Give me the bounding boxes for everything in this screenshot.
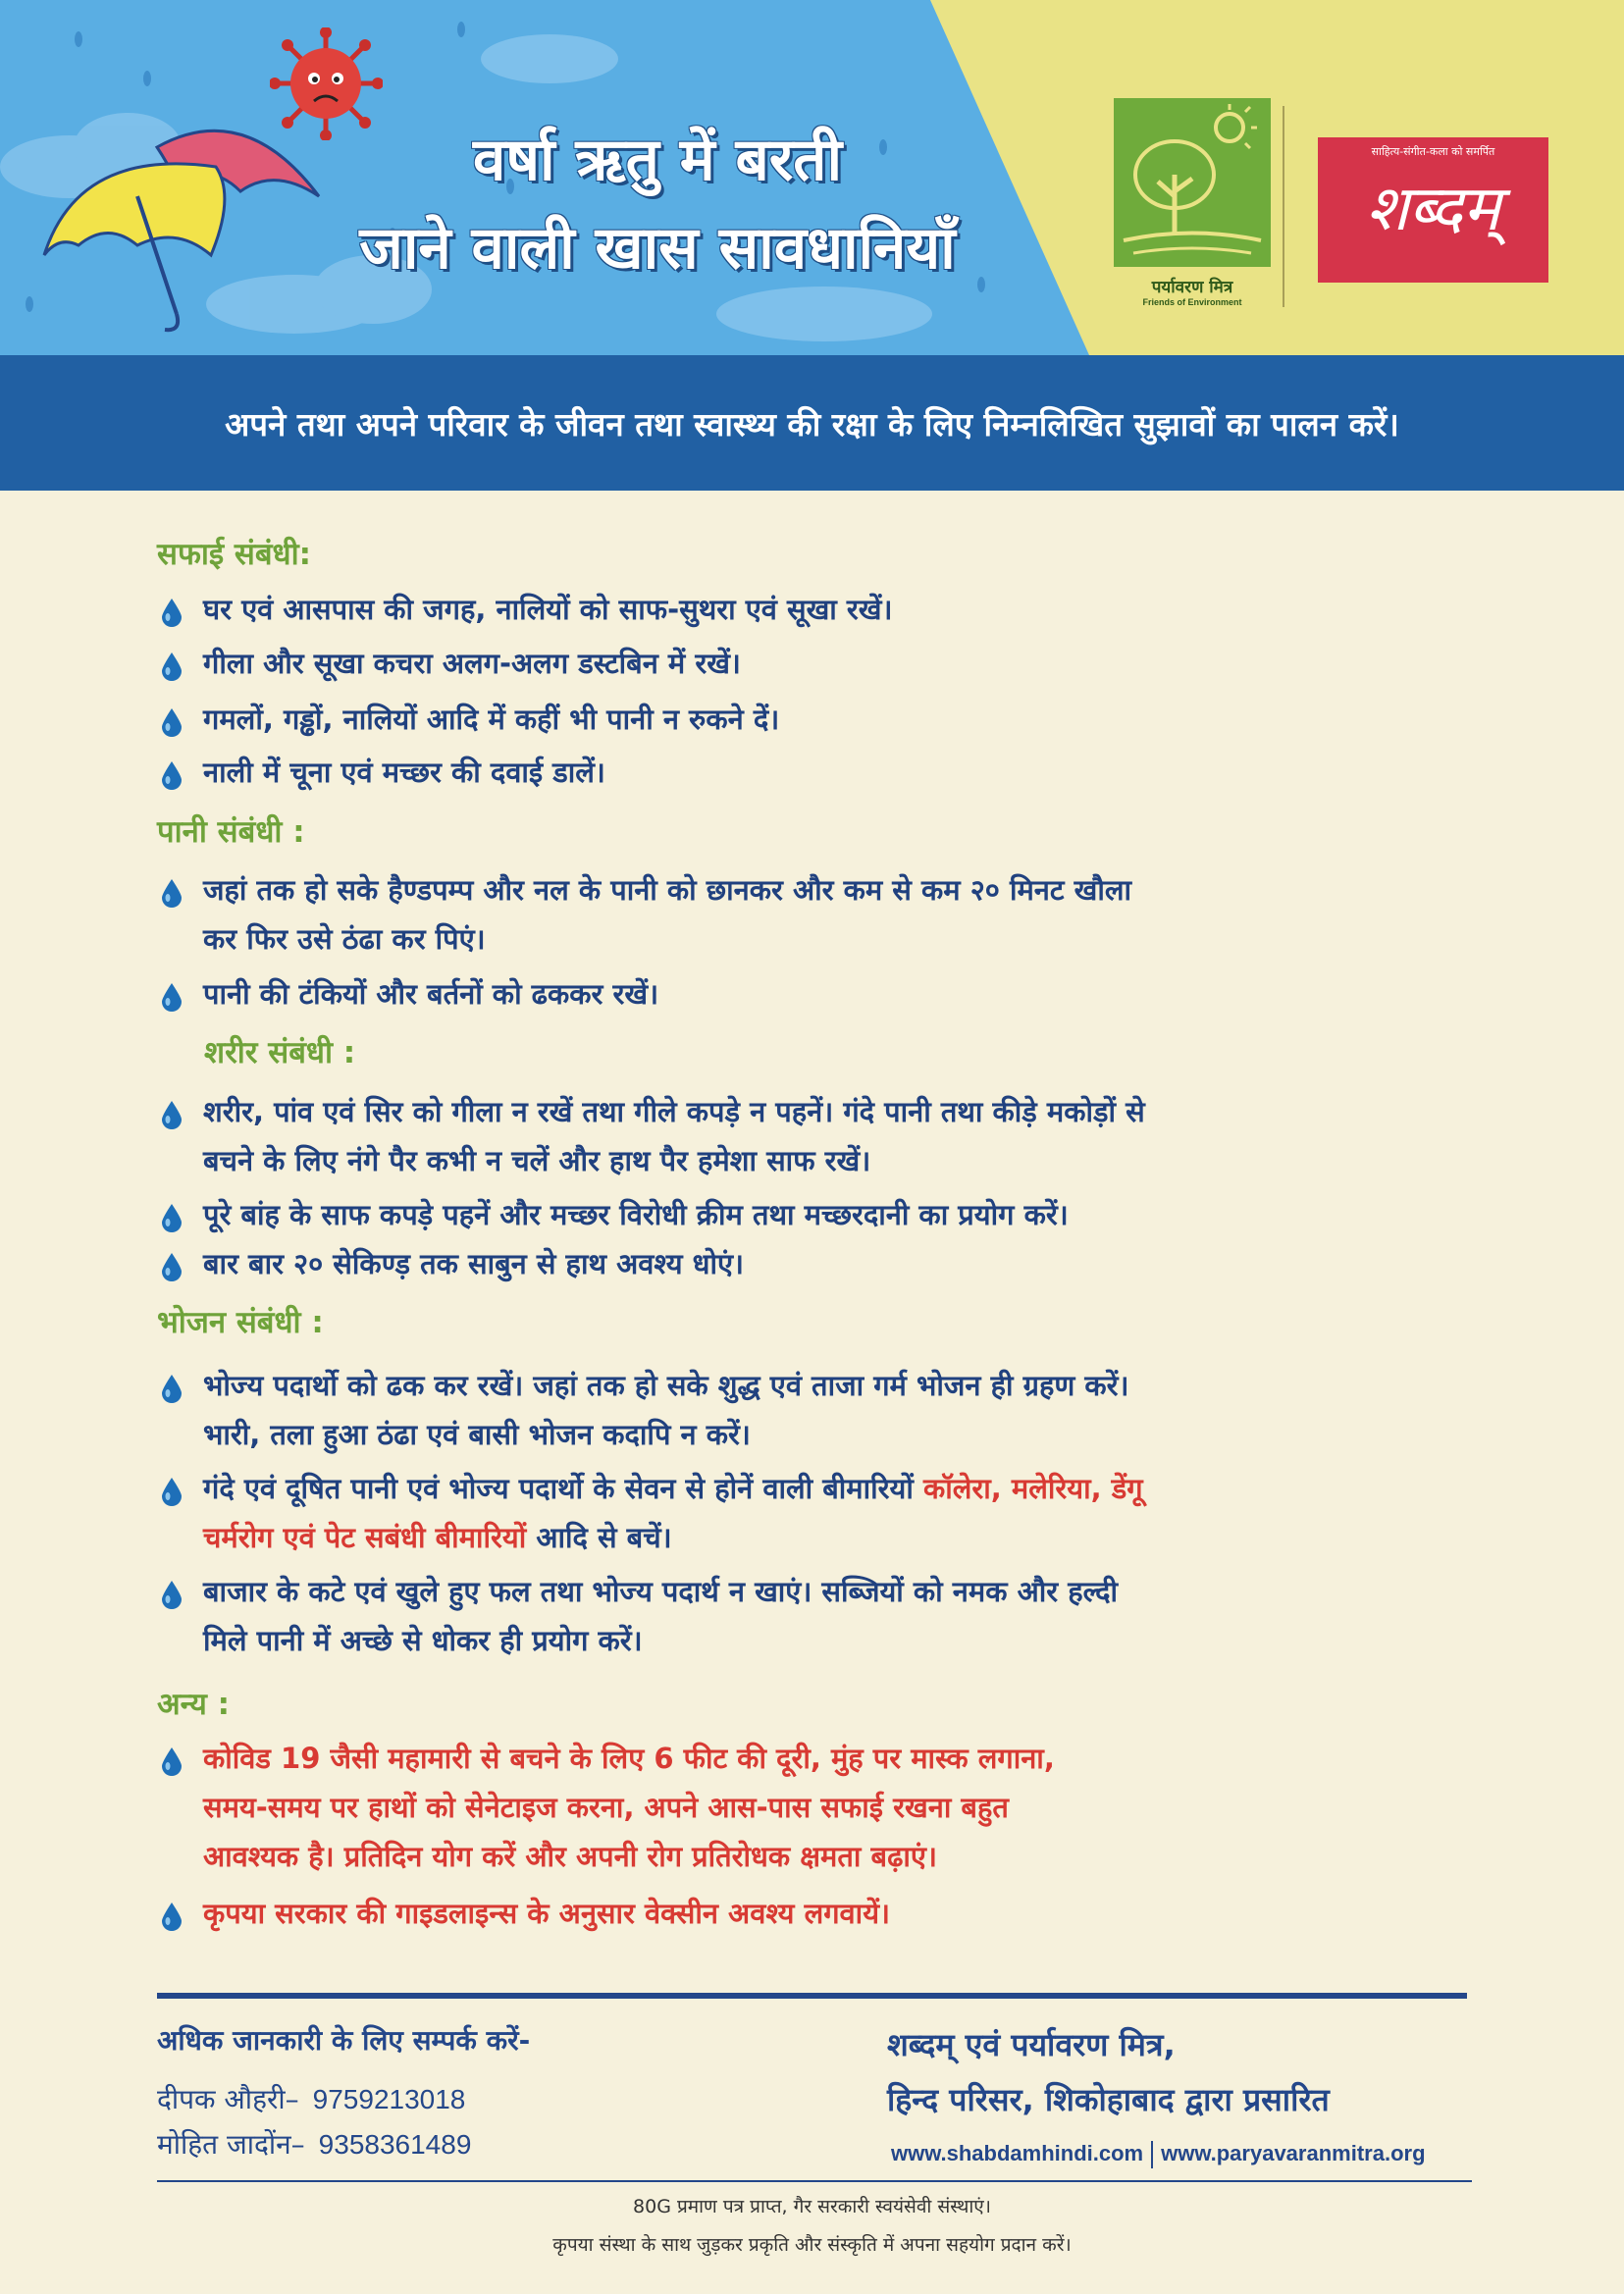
list-item: गमलों, गड्ढों, नालियों आदि में कहीं भी पानी न रुकने दें। (167, 695, 1384, 744)
water-drop-icon (160, 598, 183, 627)
paryavaran-mitra-logo (1114, 98, 1271, 309)
shabdam-tagline: साहित्य-संगीत-कला को समर्पित (1371, 145, 1495, 158)
water-drop-icon (160, 652, 183, 681)
footer-note-1: 80G प्रमाण पत्र प्राप्त, गैर सरकारी स्वयंसेवी संस्थाएं। (633, 2196, 991, 2217)
water-drop-icon (160, 1100, 183, 1129)
title-line-1: वर्षा ऋतु में बरती (472, 126, 843, 194)
section-heading-safai: सफाई संबंधी: (157, 537, 312, 572)
list-item: बार बार २० सेकिण्ड़ तक साबुन से हाथ अवश्य धोएं। (167, 1239, 1384, 1288)
section-heading-pani: पानी संबंधी : (157, 814, 305, 850)
disease-list: कॉलेरा, मलेरिया, डेंगू (922, 1472, 1143, 1505)
shabdam-name: शब्दम् (1365, 173, 1501, 245)
water-drop-icon (160, 878, 183, 908)
section-heading-sharir: शरीर संबंधी : (204, 1035, 356, 1070)
umbrella-icon (39, 108, 334, 339)
water-drop-icon (160, 760, 183, 790)
paryavaran-mitra-sub: Friends of Environment (1142, 297, 1242, 307)
list-item: घर एवं आसपास की जगह, नालियों को साफ-सुथरा एवं सूखा रखें। (167, 585, 1384, 634)
list-item: बाजार के कटे एवं खुले हुए फल तथा भोज्य पदार्थ न खाएं। सब्जियों को नमक और हल्दी मिले पानी में अच्छे से धोकर ही प्रयोग करें। (167, 1567, 1384, 1665)
website-links (891, 2141, 1426, 2168)
list-item: गंदे एवं दूषित पानी एवं भोज्य पदार्थो के सेवन से होनें वाली बीमारियों कॉलेरा, मलेरिया, डेंगू चर्मरोग एवं पेट सबंधी बीमारियों आदि से बचें। (167, 1464, 1384, 1562)
contact-heading: अधिक जानकारी के लिए सम्पर्क करें- (157, 2024, 531, 2057)
water-drop-icon (160, 1252, 183, 1281)
water-drop-icon (160, 1203, 183, 1232)
phone-number: 9358361489 (318, 2129, 472, 2160)
contact-entry: दीपक औहरी– 9759213018 (157, 2083, 466, 2115)
tree-icon (1114, 98, 1271, 267)
list-item: पूरे बांह के साफ कपड़े पहनें और मच्छर विरोधी क्रीम तथा मच्छरदानी का प्रयोग करें। (167, 1190, 1384, 1239)
phone-number: 9759213018 (312, 2084, 466, 2114)
logo-divider (1283, 106, 1284, 307)
list-item: जहां तक हो सके हैण्डपम्प और नल के पानी को छानकर और कम से कम २० मिनट खौला कर फिर उसे ठंढा कर पिएं। (167, 865, 1384, 964)
water-drop-icon (160, 707, 183, 737)
contact-entry: मोहित जादोंन– 9358361489 (157, 2128, 472, 2161)
footer-note-2: कृपया संस्था के साथ जुड़कर प्रकृति और संस्कृति में अपना सहयोग प्रदान करें। (552, 2234, 1072, 2256)
water-drop-icon (160, 1580, 183, 1609)
list-item: भोज्य पदार्थो को ढक कर रखें। जहां तक हो सके शुद्ध एवं ताजा गर्म भोजन ही ग्रहण करें। भारी, तला हुआ ठंढा एवं बासी भोजन कदापि न करें। (167, 1361, 1384, 1459)
section-heading-anya: अन्य : (157, 1687, 230, 1722)
list-item: नाली में चूना एवं मच्छर की दवाई डालें। (167, 748, 1384, 797)
footer-divider (157, 1993, 1467, 1999)
water-drop-icon (160, 982, 183, 1012)
org-line-2: हिन्द परिसर, शिकोहाबाद द्वारा प्रसारित (887, 2081, 1330, 2118)
paryavaran-mitra-label: पर्यावरण मित्र (1151, 278, 1233, 297)
list-item: कोविड 19 जैसी महामारी से बचने के लिए 6 फीट की दूरी, मुंह पर मास्क लगाना, समय-समय पर हाथों को सेनेटाइज करना, अपने आस-पास सफाई रखना बहुत आवश्यक है। प्रतिदिन योग करें और अपनी रोग प्रतिरोधक क्षमता बढ़ाएं। (167, 1734, 1384, 1881)
water-drop-icon (160, 1477, 183, 1506)
disease-list: चर्मरोग एवं पेट सबंधी बीमारियों (203, 1521, 527, 1554)
list-item: पानी की टंकियों और बर्तनों को ढककर रखें। (167, 969, 1384, 1018)
list-item: कृपया सरकार की गाइडलाइन्स के अनुसार वेक्सीन अवश्य लगवायें। (167, 1889, 1384, 1938)
section-heading-bhojan: भोजन संबंधी : (157, 1305, 324, 1340)
link-separator (1151, 2141, 1153, 2168)
intro-banner: अपने तथा अपने परिवार के जीवन तथा स्वास्थ्य की रक्षा के लिए निम्नलिखित सुझावों का पालन करें। (0, 355, 1624, 491)
water-drop-icon (160, 1747, 183, 1776)
website-link-paryavaran[interactable]: www.paryavaranmitra.org (1161, 2141, 1426, 2165)
footer-bottom-divider (157, 2180, 1472, 2182)
list-item: गीला और सूखा कचरा अलग-अलग डस्टबिन में रखें। (167, 639, 1384, 688)
header (0, 0, 1624, 355)
list-item: शरीर, पांव एवं सिर को गीला न रखें तथा गीले कपड़े न पहनें। गंदे पानी तथा कीड़े मकोड़ों से बचने के लिए नंगे पैर कभी न चलें और हाथ पैर हमेशा साफ रखें। (167, 1087, 1384, 1185)
water-drop-icon (160, 1902, 183, 1931)
shabdam-logo (1318, 137, 1548, 283)
org-line-1: शब्दम् एवं पर्यावरण मित्र, (887, 2026, 1176, 2063)
water-drop-icon (160, 1374, 183, 1403)
website-link-shabdam[interactable]: www.shabdamhindi.com (891, 2141, 1144, 2165)
title-line-2: जाने वाली खास सावधानियाँ (359, 214, 956, 283)
page-title (294, 116, 1021, 292)
